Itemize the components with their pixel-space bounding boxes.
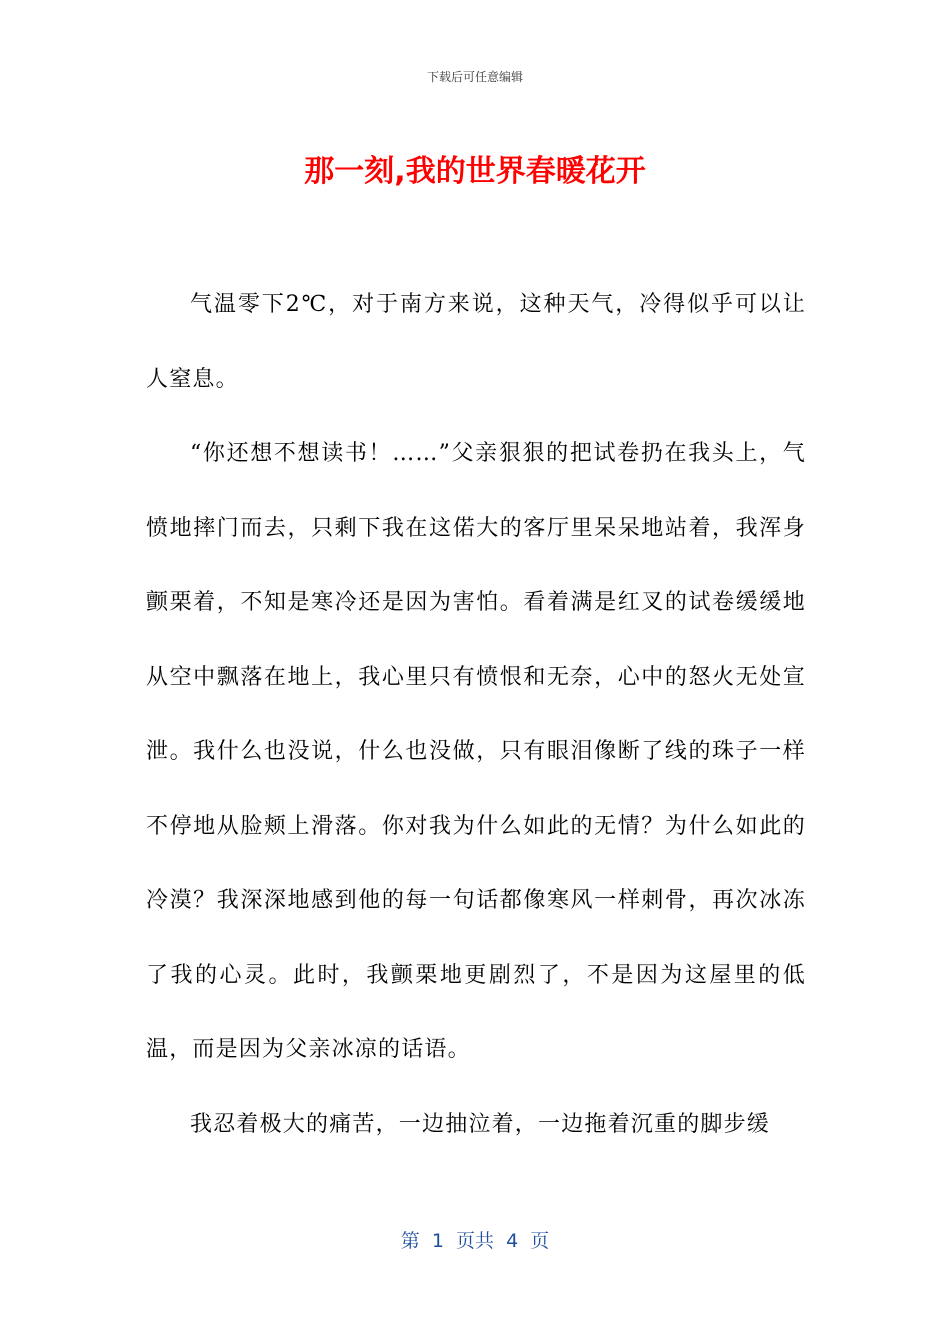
header-note: 下载后可任意编辑 (426, 70, 523, 84)
document-title: 那一刻,我的世界春暖花开 (304, 154, 646, 189)
paragraph: 我忍着极大的痛苦，一边抽泣着，一边拖着沉重的脚步缓 (190, 1111, 771, 1137)
paragraph: 气温零下2℃，对于南方来说，这种天气，冷得似乎可以让人窒息。 (146, 292, 806, 392)
paragraph: “你还想不想读书！……”父亲狠狠的把试卷扔在我头上，气愤地摔门而去，只剩下我在这偌大的客厅里呆呆地站着，我浑身颤栗着，不知是寒冷还是因为害怕。看着满是红叉的试卷缓缓地从空中飘落在地上，我心里只有愤恨和无奈，心中的怒火无处宣泄。我什么也没说，什么也没做，只有眼泪像断了线的珠子一样不停地从脸颊上滑落。你对我为什么如此的无情？为什么如此的冷漠？我深深地感到他的每一句话都像寒风一样刺骨，再次冰冻了我的心灵。此时，我颤栗地更剧烈了，不是因为这屋里的低温，而是因为父亲冰凉的话语。 (146, 441, 806, 1062)
page-number-footer: 第 1 页共 4 页 (400, 1230, 550, 1252)
document-body (146, 268, 806, 1162)
